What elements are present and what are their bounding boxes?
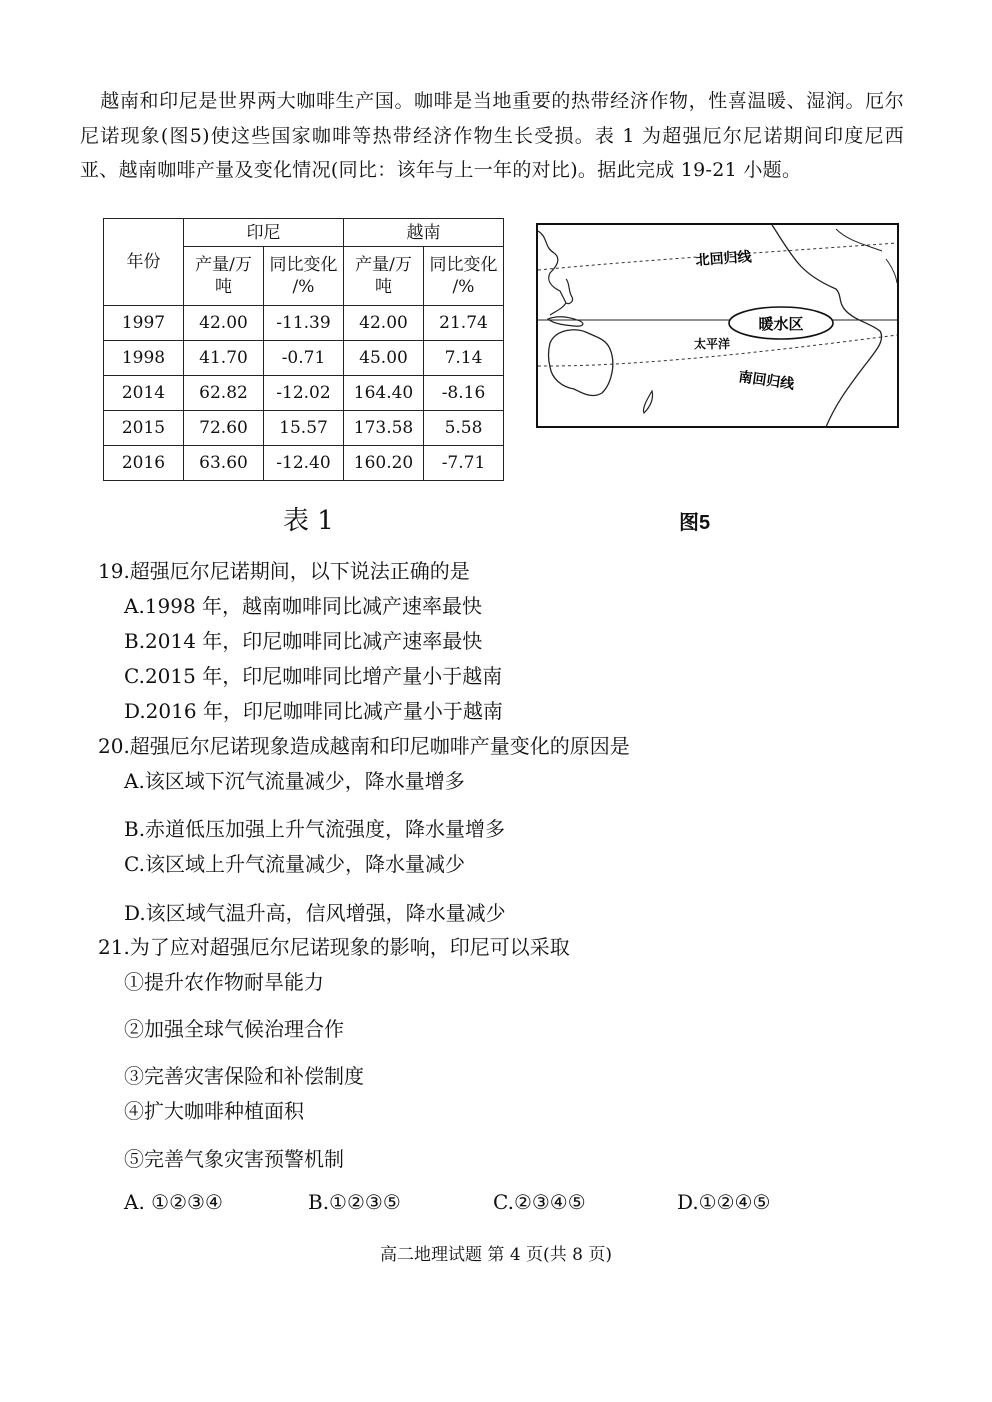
question-21-item-5: ⑤完善气象灾害预警机制	[124, 1147, 344, 1171]
year-cell: 2015	[104, 411, 184, 446]
table-cell: 160.20	[344, 446, 424, 481]
question-20-stem: 20.超强厄尔尼诺现象造成越南和印尼咖啡产量变化的原因是	[98, 734, 630, 758]
table-cell: -11.39	[264, 306, 344, 341]
question-20-option-c: C.该区域上升气流量减少，降水量减少	[124, 852, 465, 876]
year-cell: 1997	[104, 306, 184, 341]
south-tropic-label: 南回归线	[737, 368, 796, 392]
map-caption: 图5	[679, 512, 711, 534]
sub-header: 同比变化 /%	[264, 247, 344, 306]
table-cell: 173.58	[344, 411, 424, 446]
sub-header: 产量/万 吨	[344, 247, 424, 306]
pacific-map	[536, 223, 899, 428]
table-row	[104, 341, 504, 376]
question-21-choice-c: C.②③④⑤	[493, 1190, 586, 1214]
table-caption: 表 1	[283, 506, 334, 536]
question-20-option-b: B.赤道低压加强上升气流强度，降水量增多	[124, 817, 506, 841]
table-cell: 45.00	[344, 341, 424, 376]
intro-text: 越南和印尼是世界两大咖啡生产国。咖啡是当地重要的热带经济作物，性喜温暖、湿润。厄尔尼诺现象(图5)使这些国家咖啡等热带经济作物生长受损。表 1 为超强厄尔尼诺期间印度尼西亚、越南咖啡产量及变化情况(同比：该年与上一年的对比)。据此完成 19-21 小题。	[80, 90, 904, 181]
question-21-stem: 21.为了应对超强厄尔尼诺现象的影响，印尼可以采取	[98, 935, 570, 959]
question-19-stem: 19.超强厄尔尼诺期间，以下说法正确的是	[98, 559, 470, 583]
warm-water-label: 暖水区	[758, 316, 804, 333]
year-cell: 1998	[104, 341, 184, 376]
table-cell: -12.40	[264, 446, 344, 481]
sub-header: 同比变化 /%	[424, 247, 504, 306]
page-footer: 高二地理试题 第 4 页(共 8 页)	[380, 1245, 612, 1265]
vietnam-header: 越南	[344, 219, 504, 247]
table-cell: -7.71	[424, 446, 504, 481]
question-20-option-d: D.该区域气温升高，信风增强，降水量减少	[124, 901, 506, 925]
question-19-option-b: B.2014 年，印尼咖啡同比减产速率最快	[124, 629, 483, 653]
sub-header: 产量/万 吨	[184, 247, 264, 306]
table-cell: 41.70	[184, 341, 264, 376]
table-row	[104, 446, 504, 481]
table-row	[104, 306, 504, 341]
table-cell: 164.40	[344, 376, 424, 411]
table-cell: 21.74	[424, 306, 504, 341]
year-cell: 2016	[104, 446, 184, 481]
pacific-ocean-label: 太平洋	[694, 337, 731, 351]
table-cell: -12.02	[264, 376, 344, 411]
question-19-option-d: D.2016 年，印尼咖啡同比减产量小于越南	[124, 699, 503, 723]
question-21-item-3: ③完善灾害保险和补偿制度	[124, 1064, 364, 1088]
table-cell: 7.14	[424, 341, 504, 376]
table-cell: 42.00	[184, 306, 264, 341]
coffee-production-table	[103, 218, 504, 481]
question-19-option-a: A.1998 年，越南咖啡同比减产速率最快	[124, 594, 483, 618]
table-cell: -8.16	[424, 376, 504, 411]
indonesia-header: 印尼	[184, 219, 344, 247]
question-19-option-c: C.2015 年，印尼咖啡同比增产量小于越南	[124, 664, 503, 688]
table-row	[104, 411, 504, 446]
table-row	[104, 376, 504, 411]
intro-paragraph	[80, 84, 904, 188]
question-21-choice-b: B.①②③⑤	[308, 1190, 401, 1214]
year-header: 年份	[104, 219, 184, 306]
year-cell: 2014	[104, 376, 184, 411]
question-21-item-1: ①提升农作物耐旱能力	[124, 970, 324, 994]
table-cell: -0.71	[264, 341, 344, 376]
north-tropic-label: 北回归线	[695, 248, 753, 268]
table-cell: 72.60	[184, 411, 264, 446]
question-21-choice-a: A. ①②③④	[124, 1190, 223, 1214]
question-20-option-a: A.该区域下沉气流量减少，降水量增多	[124, 769, 465, 793]
table-cell: 15.57	[264, 411, 344, 446]
table-cell: 42.00	[344, 306, 424, 341]
question-21-item-4: ④扩大咖啡种植面积	[124, 1099, 304, 1123]
table-cell: 63.60	[184, 446, 264, 481]
question-21-choice-d: D.①②④⑤	[677, 1190, 771, 1214]
question-21-item-2: ②加强全球气候治理合作	[124, 1017, 344, 1041]
table-cell: 5.58	[424, 411, 504, 446]
table-cell: 62.82	[184, 376, 264, 411]
